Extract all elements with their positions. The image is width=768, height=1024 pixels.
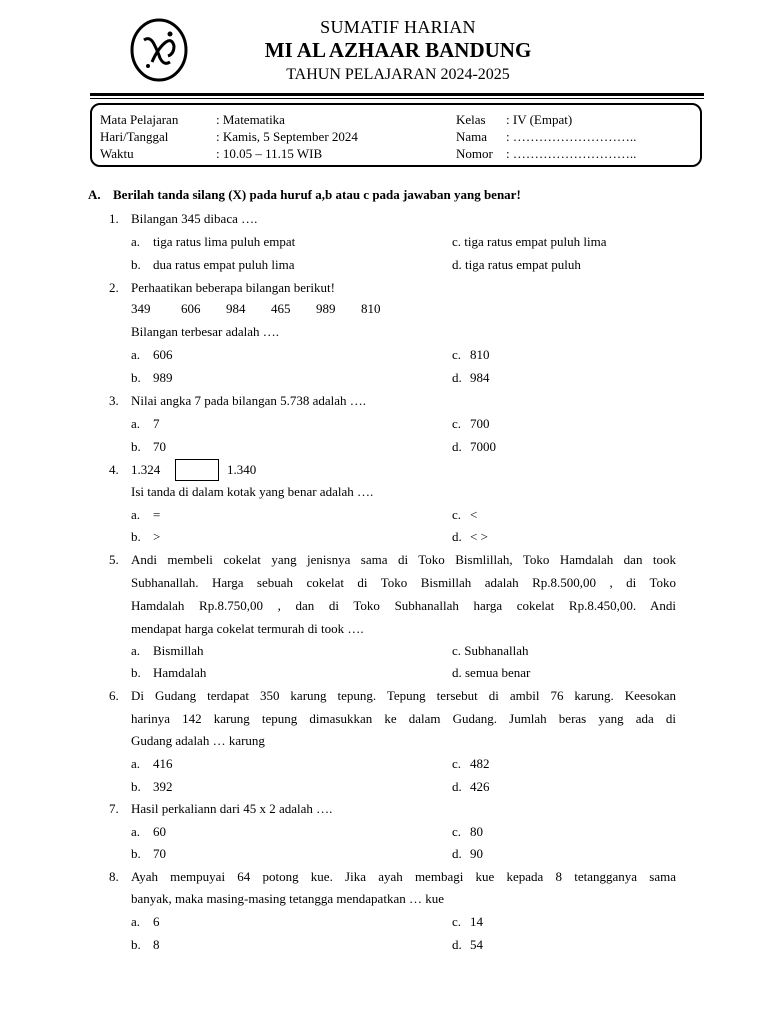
number-value: : ………………………..: [506, 146, 637, 161]
q4-right-number: 1.340: [227, 462, 257, 477]
q4-option-b: >: [153, 529, 161, 544]
q2-number-item: 984: [226, 301, 246, 316]
q8-number: 8.: [109, 869, 119, 884]
q5-option-c: c. Subhanallah: [452, 643, 529, 658]
q1-option-a: tiga ratus lima puluh empat: [153, 234, 296, 249]
time-label: Waktu: [100, 146, 134, 161]
q3-number: 3.: [109, 393, 119, 408]
q1-a-letter: a.: [131, 234, 141, 249]
q7-option-d: 90: [470, 846, 483, 861]
q4-number: 4.: [109, 462, 119, 477]
q5-line-4: mendapat harga cokelat termurah di took ….: [131, 621, 364, 636]
q5-option-b: Hamdalah: [153, 665, 207, 680]
q5-option-a: Bismillah: [153, 643, 204, 658]
q4-option-a: =: [153, 507, 161, 522]
q5-a-letter: a.: [131, 643, 141, 658]
class-value: : IV (Empat): [506, 112, 573, 127]
q5-number: 5.: [109, 552, 119, 567]
q8-d-letter: d.: [452, 937, 462, 952]
q2-option-d: 984: [470, 370, 490, 385]
q7-text: Hasil perkaliann dari 45 x 2 adalah ….: [131, 801, 333, 816]
q3-option-d: 7000: [470, 439, 496, 454]
q1-option-c: c. tiga ratus empat puluh lima: [452, 234, 607, 249]
q5-line-3: Hamdalah Rp.8.750,00 , dan di Toko Subhanallah harga cokelat Rp.8.450,00. Andi: [131, 598, 676, 613]
date-label: Hari/Tanggal: [100, 129, 169, 144]
q6-option-a: 416: [153, 756, 173, 771]
q3-option-c: 700: [470, 416, 490, 431]
q2-d-letter: d.: [452, 370, 462, 385]
q6-line-3: Gudang adalah … karung: [131, 733, 265, 748]
q4-b-letter: b.: [131, 529, 141, 544]
q2-option-a: 606: [153, 347, 173, 362]
q3-option-a: 7: [153, 416, 160, 431]
q8-option-d: 54: [470, 937, 483, 952]
q6-option-c: 482: [470, 756, 490, 771]
q6-number: 6.: [109, 688, 119, 703]
academic-year: TAHUN PELAJARAN 2024-2025: [286, 66, 510, 83]
q8-c-letter: c.: [452, 914, 462, 929]
q7-option-a: 60: [153, 824, 166, 839]
q2-a-letter: a.: [131, 347, 141, 362]
name-label: Nama: [456, 129, 488, 144]
q5-line-2: Subhanallah. Harga sebuah cokelat di Toko Bismillah adalah Rp.8.500,00 , di Toko: [131, 575, 676, 590]
section-letter: A.: [88, 187, 101, 202]
header-divider: [90, 93, 704, 96]
q2-number-item: 606: [181, 301, 201, 316]
q6-line-1: Di Gudang terdapat 350 karung tepung. Tepung tersebut di ambil 76 karung. Keesokan: [131, 688, 676, 703]
q1-b-letter: b.: [131, 257, 141, 272]
q2-c-letter: c.: [452, 347, 462, 362]
q1-option-b: dua ratus empat puluh lima: [153, 257, 295, 272]
info-box: [90, 103, 702, 167]
q1-option-d: d. tiga ratus empat puluh: [452, 257, 581, 272]
q4-c-letter: c.: [452, 507, 462, 522]
q6-line-2: harinya 142 karung tepung dimasukkan ke dalam Gudang. Jumlah beras yang ada di: [131, 711, 676, 726]
q6-d-letter: d.: [452, 779, 462, 794]
q8-option-b: 8: [153, 937, 160, 952]
q3-text: Nilai angka 7 pada bilangan 5.738 adalah ….: [131, 393, 367, 408]
q2-option-b: 989: [153, 370, 173, 385]
q4-d-letter: d.: [452, 529, 462, 544]
q8-line-2: banyak, maka masing-masing tetangga mendapatkan … kue: [131, 891, 444, 906]
name-value: : ………………………..: [506, 129, 637, 144]
q4-option-c: <: [470, 507, 478, 522]
q8-b-letter: b.: [131, 937, 141, 952]
q2-option-c: 810: [470, 347, 490, 362]
q5-option-d: d. semua benar: [452, 665, 531, 680]
q7-d-letter: d.: [452, 846, 462, 861]
q3-d-letter: d.: [452, 439, 462, 454]
q3-a-letter: a.: [131, 416, 141, 431]
q6-c-letter: c.: [452, 756, 462, 771]
q3-option-b: 70: [153, 439, 166, 454]
q6-option-b: 392: [153, 779, 173, 794]
q4-a-letter: a.: [131, 507, 141, 522]
q3-c-letter: c.: [452, 416, 462, 431]
q2-number-item: 810: [361, 301, 381, 316]
number-label: Nomor: [456, 146, 493, 161]
q3-b-letter: b.: [131, 439, 141, 454]
q6-a-letter: a.: [131, 756, 141, 771]
q8-line-1: Ayah mempuyai 64 potong kue. Jika ayah membagi kue kepada 8 tetangganya sama: [131, 869, 676, 884]
q4-option-d: < >: [470, 529, 488, 544]
header-title: SUMATIF HARIAN: [320, 17, 476, 37]
q7-number: 7.: [109, 801, 119, 816]
subject-label: Mata Pelajaran: [100, 112, 179, 127]
q6-option-d: 426: [470, 779, 490, 794]
q7-option-c: 80: [470, 824, 483, 839]
q1-number: 1.: [109, 211, 119, 226]
q2-number-item: 349: [131, 301, 151, 316]
q7-a-letter: a.: [131, 824, 141, 839]
q7-b-letter: b.: [131, 846, 141, 861]
q5-b-letter: b.: [131, 665, 141, 680]
q2-number: 2.: [109, 280, 119, 295]
subject-value: : Matematika: [216, 112, 285, 127]
q7-c-letter: c.: [452, 824, 462, 839]
date-value: : Kamis, 5 September 2024: [216, 129, 358, 144]
q8-a-letter: a.: [131, 914, 141, 929]
q7-option-b: 70: [153, 846, 166, 861]
q8-option-a: 6: [153, 914, 160, 929]
q2-text2: Bilangan terbesar adalah ….: [131, 324, 279, 339]
q5-line-1: Andi membeli cokelat yang jenisnya sama di Toko Bismlillah, Toko Hamdalah dan took: [131, 552, 676, 567]
q4-answer-box: [175, 459, 219, 481]
q2-text: Perhaatikan beberapa bilangan berikut!: [131, 280, 335, 295]
class-label: Kelas: [456, 112, 486, 127]
time-value: : 10.05 – 11.15 WIB: [216, 146, 323, 161]
q6-b-letter: b.: [131, 779, 141, 794]
q2-number-item: 465: [271, 301, 291, 316]
section-instruction: Berilah tanda silang (X) pada huruf a,b atau c pada jawaban yang benar!: [113, 187, 521, 202]
school-name: MI AL AZHAAR BANDUNG: [264, 38, 532, 62]
q4-text: Isi tanda di dalam kotak yang benar adalah ….: [131, 484, 374, 499]
header-divider-thin: [90, 98, 704, 99]
q4-left-number: 1.324: [131, 462, 161, 477]
q2-number-item: 989: [316, 301, 336, 316]
q8-option-c: 14: [470, 914, 483, 929]
q1-text: Bilangan 345 dibaca ….: [131, 211, 258, 226]
q2-b-letter: b.: [131, 370, 141, 385]
